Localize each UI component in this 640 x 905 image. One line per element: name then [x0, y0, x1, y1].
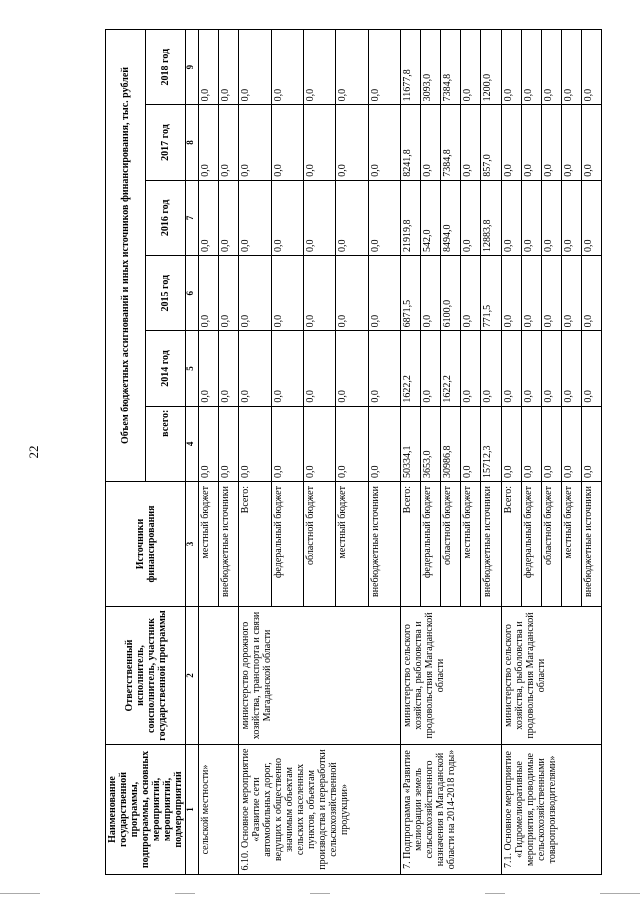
year-value-cell: 0,0	[219, 180, 239, 255]
year-value-cell: 1622,2	[441, 331, 461, 406]
year-value-cell: 0,0	[501, 29, 521, 104]
year-value-cell: 0,0	[303, 256, 335, 331]
year-value-cell: 0,0	[521, 331, 541, 406]
total-value-cell: 0,0	[336, 406, 368, 481]
column-number: 3	[186, 482, 199, 607]
table-row	[501, 29, 521, 874]
year-value-cell: 0,0	[271, 29, 303, 104]
year-value-cell: 0,0	[561, 105, 581, 180]
year-value-cell: 0,0	[541, 180, 561, 255]
year-value-cell: 0,0	[219, 331, 239, 406]
table-row	[239, 29, 271, 874]
year-value-cell: 0,0	[521, 29, 541, 104]
total-value-cell: 0,0	[239, 406, 271, 481]
year-value-cell: 0,0	[303, 29, 335, 104]
year-value-cell: 0,0	[541, 29, 561, 104]
year-value-cell: 0,0	[199, 29, 219, 104]
total-value-cell: 0,0	[368, 406, 400, 481]
year-value-cell: 0,0	[199, 256, 219, 331]
header-row-1	[106, 29, 146, 874]
year-value-cell: 0,0	[421, 256, 441, 331]
year-value-cell: 0,0	[303, 331, 335, 406]
year-value-cell: 0,0	[368, 180, 400, 255]
year-value-cell: 12883,8	[481, 180, 501, 255]
year-value-cell: 0,0	[461, 105, 481, 180]
year-value-cell: 0,0	[501, 105, 521, 180]
year-value-cell: 0,0	[271, 331, 303, 406]
header-year: 2014 год	[146, 331, 186, 406]
year-value-cell: 0,0	[336, 331, 368, 406]
total-value-cell: 0,0	[271, 406, 303, 481]
year-value-cell: 0,0	[521, 105, 541, 180]
year-value-cell: 0,0	[541, 256, 561, 331]
funding-source-cell: внебюджетные источники	[481, 482, 501, 607]
column-numbers-row	[186, 29, 199, 874]
year-value-cell: 0,0	[501, 331, 521, 406]
year-value-cell: 0,0	[581, 256, 601, 331]
year-value-cell: 11677,8	[401, 29, 421, 104]
year-value-cell: 0,0	[461, 180, 481, 255]
column-number: 5	[186, 331, 199, 406]
page-number: 22	[26, 445, 41, 459]
year-value-cell: 0,0	[541, 331, 561, 406]
year-value-cell: 0,0	[219, 256, 239, 331]
year-value-cell: 0,0	[581, 180, 601, 255]
funding-source-cell: местный бюджет	[561, 482, 581, 607]
year-value-cell: 0,0	[239, 180, 271, 255]
year-value-cell: 0,0	[368, 105, 400, 180]
year-value-cell: 0,0	[541, 105, 561, 180]
year-value-cell: 0,0	[461, 256, 481, 331]
header-year: 2016 год	[146, 180, 186, 255]
funding-source-cell: федеральный бюджет	[421, 482, 441, 607]
executor-cell: министерство дорожного хозяйства, транспорта и связи Магаданской области	[239, 607, 401, 745]
year-value-cell: 7384,8	[441, 29, 461, 104]
program-name-cell: сельской местности»	[199, 745, 239, 875]
scan-edge-line	[0, 893, 40, 894]
year-value-cell: 0,0	[581, 105, 601, 180]
year-value-cell: 0,0	[368, 256, 400, 331]
year-value-cell: 0,0	[336, 256, 368, 331]
year-value-cell: 8494,0	[441, 180, 461, 255]
year-value-cell: 0,0	[199, 331, 219, 406]
funding-table-body	[199, 29, 602, 874]
total-value-cell: 15712,3	[481, 406, 501, 481]
year-value-cell: 1200,0	[481, 29, 501, 104]
year-value-cell: 3093,0	[421, 29, 441, 104]
year-value-cell: 0,0	[239, 105, 271, 180]
year-value-cell: 0,0	[239, 331, 271, 406]
total-value-cell: 0,0	[541, 406, 561, 481]
year-value-cell: 0,0	[303, 105, 335, 180]
funding-source-cell: Всего:	[401, 482, 421, 607]
executor-cell: министерство сельского хозяйства, рыболовства и продовольствия Магаданской области	[401, 607, 501, 745]
year-value-cell: 0,0	[561, 29, 581, 104]
executor-cell	[199, 607, 239, 745]
funding-source-cell: Всего:	[239, 482, 271, 607]
year-value-cell: 1622,2	[401, 331, 421, 406]
year-value-cell: 0,0	[219, 29, 239, 104]
year-value-cell: 0,0	[336, 29, 368, 104]
funding-source-cell: областной бюджет	[441, 482, 461, 607]
year-value-cell: 8241,8	[401, 105, 421, 180]
total-value-cell: 0,0	[461, 406, 481, 481]
total-value-cell: 3653,0	[421, 406, 441, 481]
header-year: 2017 год	[146, 105, 186, 180]
year-value-cell: 0,0	[199, 180, 219, 255]
year-value-cell: 0,0	[501, 180, 521, 255]
header-funding-source: Источники финансирования	[106, 482, 186, 607]
column-number: 2	[186, 607, 199, 745]
year-value-cell: 0,0	[481, 331, 501, 406]
year-value-cell: 0,0	[271, 105, 303, 180]
year-value-cell: 0,0	[461, 331, 481, 406]
year-value-cell: 0,0	[461, 29, 481, 104]
funding-source-cell: внебюджетные источники	[581, 482, 601, 607]
year-value-cell: 0,0	[501, 256, 521, 331]
year-value-cell: 0,0	[199, 105, 219, 180]
year-value-cell: 0,0	[561, 331, 581, 406]
scan-edge-line	[600, 893, 640, 894]
scan-edge-line	[485, 893, 505, 894]
header-total: всего:	[146, 406, 186, 481]
year-value-cell: 0,0	[521, 256, 541, 331]
year-value-cell: 21919,8	[401, 180, 421, 255]
year-value-cell: 0,0	[421, 331, 441, 406]
year-value-cell: 0,0	[521, 180, 541, 255]
program-name-cell: 7.1. Основное мероприятие «Гидромелиоративные мероприятия, проводимые сельскохозяйственными товаропроизводителями»	[501, 745, 601, 875]
year-value-cell: 0,0	[271, 180, 303, 255]
column-number: 1	[186, 745, 199, 875]
year-value-cell: 0,0	[368, 29, 400, 104]
rotated-page-content	[105, 30, 594, 875]
year-value-cell: 0,0	[421, 105, 441, 180]
header-year: 2015 год	[146, 256, 186, 331]
total-value-cell: 0,0	[521, 406, 541, 481]
column-number: 9	[186, 29, 199, 104]
year-value-cell: 0,0	[271, 256, 303, 331]
year-value-cell: 0,0	[581, 29, 601, 104]
year-value-cell: 0,0	[368, 331, 400, 406]
column-number: 7	[186, 180, 199, 255]
year-value-cell: 0,0	[303, 180, 335, 255]
year-value-cell: 6871,5	[401, 256, 421, 331]
total-value-cell: 0,0	[219, 406, 239, 481]
year-value-cell: 771,5	[481, 256, 501, 331]
total-value-cell: 0,0	[303, 406, 335, 481]
year-value-cell: 0,0	[239, 256, 271, 331]
year-value-cell: 0,0	[336, 180, 368, 255]
column-number: 8	[186, 105, 199, 180]
year-value-cell: 6100,0	[441, 256, 461, 331]
year-value-cell: 542,0	[421, 180, 441, 255]
funding-source-cell: местный бюджет	[461, 482, 481, 607]
table-row	[401, 29, 421, 874]
total-value-cell: 0,0	[199, 406, 219, 481]
year-value-cell: 0,0	[219, 105, 239, 180]
funding-source-cell: внебюджетные источники	[368, 482, 400, 607]
funding-source-cell: местный бюджет	[199, 482, 219, 607]
year-value-cell: 0,0	[561, 180, 581, 255]
funding-table	[105, 29, 602, 875]
header-program-name: Наименование государственной программы, подпрограммы, основных мероприятий, мероприятий, подмероприятий	[106, 745, 186, 875]
column-number: 4	[186, 406, 199, 481]
year-value-cell: 0,0	[336, 105, 368, 180]
funding-source-cell: внебюджетные источники	[219, 482, 239, 607]
funding-source-cell: областной бюджет	[541, 482, 561, 607]
year-value-cell: 857,0	[481, 105, 501, 180]
total-value-cell: 0,0	[561, 406, 581, 481]
program-name-cell: 6.10. Основное мероприятие «Развитие сети автомобильных дорог, ведущих к общественно значимым объектам сельских населенных пунктов, объектам производства и переработки сельскохозяйственной продукции»	[239, 745, 401, 875]
table-row	[199, 29, 219, 874]
total-value-cell: 0,0	[581, 406, 601, 481]
year-value-cell: 0,0	[239, 29, 271, 104]
header-year: 2018 год	[146, 29, 186, 104]
total-value-cell: 50334,1	[401, 406, 421, 481]
program-name-cell: 7. Подпрограмма «Развитие мелиорации земель сельскохозяйственного назначения в Магаданской области на 2014-2018 годы»	[401, 745, 501, 875]
header-funding-volume: Объем бюджетных ассигнований и иных источников финансирования, тыс. рублей	[106, 29, 146, 481]
funding-source-cell: областной бюджет	[303, 482, 335, 607]
header-executor: Ответственный исполнитель, соисполнитель, участник государственной программы	[106, 607, 186, 745]
funding-source-cell: местный бюджет	[336, 482, 368, 607]
funding-source-cell: федеральный бюджет	[271, 482, 303, 607]
funding-source-cell: Всего:	[501, 482, 521, 607]
column-number: 6	[186, 256, 199, 331]
year-value-cell: 0,0	[561, 256, 581, 331]
year-value-cell: 0,0	[581, 331, 601, 406]
scan-edge-line	[310, 893, 330, 894]
total-value-cell: 0,0	[501, 406, 521, 481]
scan-edge-line	[175, 893, 195, 894]
total-value-cell: 30986,8	[441, 406, 461, 481]
funding-source-cell: федеральный бюджет	[521, 482, 541, 607]
year-value-cell: 7384,8	[441, 105, 461, 180]
executor-cell: министерство сельского хозяйства, рыболовства и продовольствия Магаданской области	[501, 607, 601, 745]
